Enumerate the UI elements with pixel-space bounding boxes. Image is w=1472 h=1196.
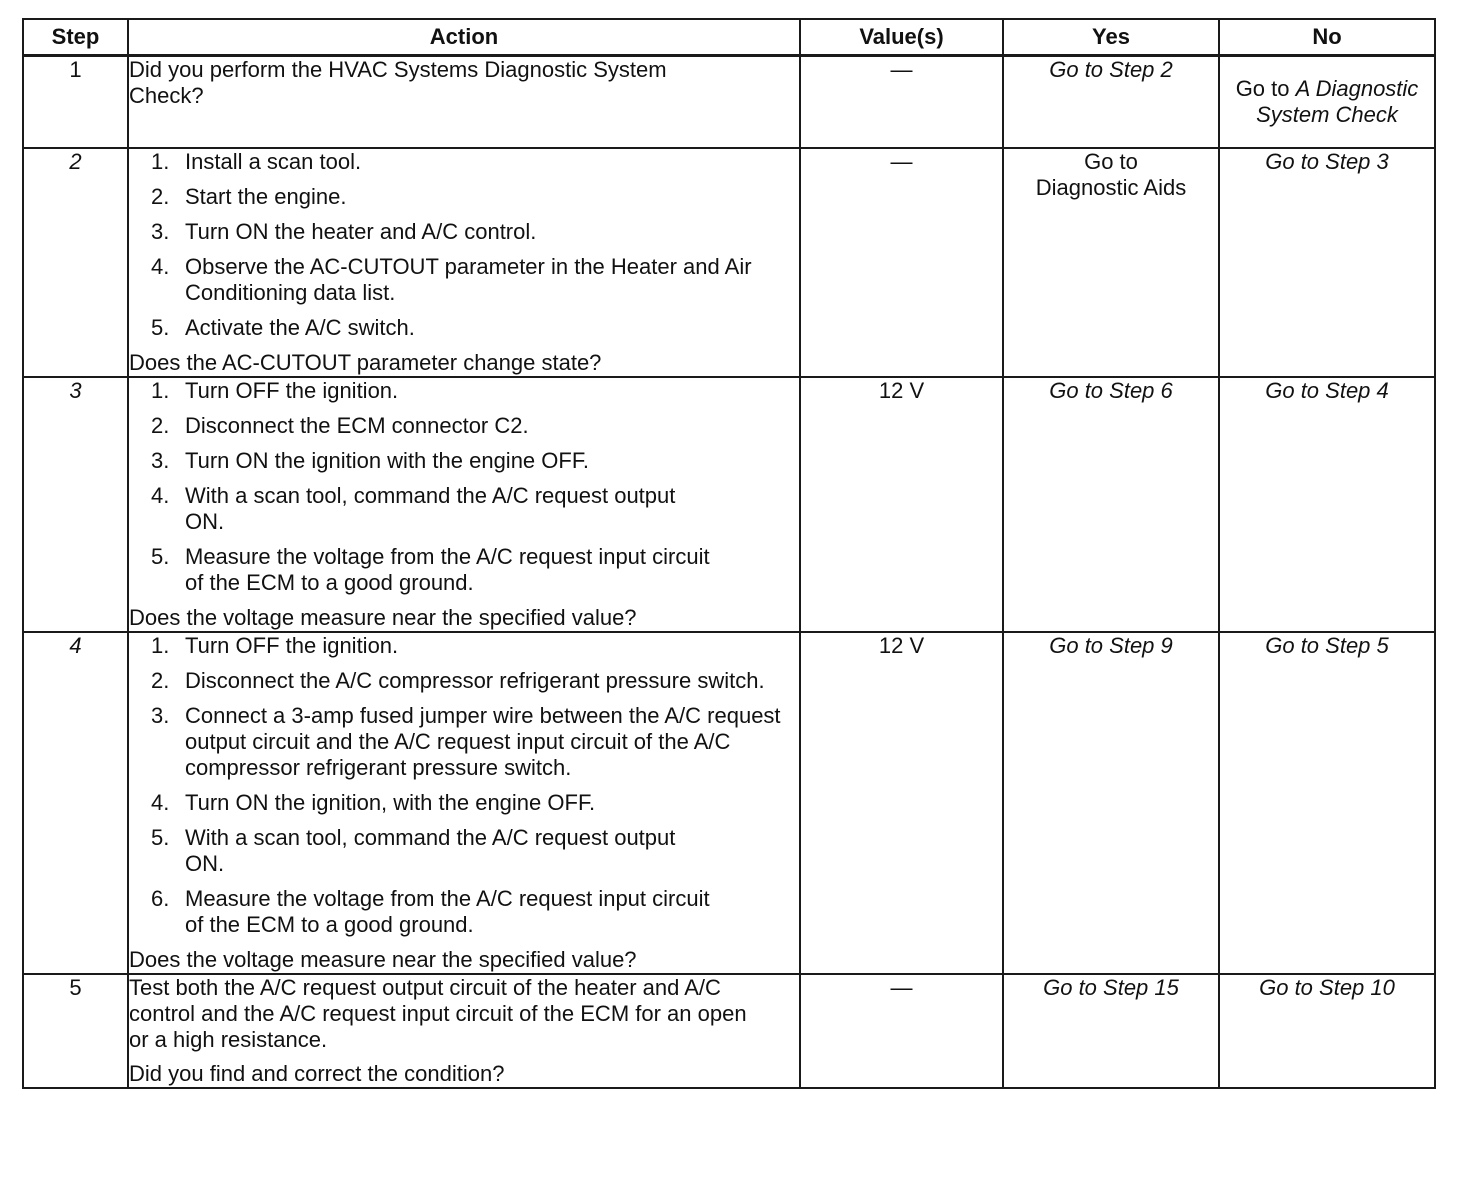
no-cell[interactable]: Go to Step 4 [1219,377,1435,632]
action-step: 4. Turn ON the ignition, with the engine OFF. [151,789,596,815]
action-step: 4. Observe the AC-CUTOUT parameter in the Heater and Air Conditioning data list. [151,253,752,305]
step-number: 5 [23,974,128,1088]
header-values: Value(s) [800,19,1003,56]
action-cell [128,632,800,974]
action-step: 5. Measure the voltage from the A/C request input circuit of the ECM to a good ground. [151,543,710,595]
action-steps-list [129,149,799,341]
table-row-step-5 [23,974,1435,1088]
action-cell [128,377,800,632]
action-cell [128,56,800,148]
value-cell: — [800,148,1003,377]
no-cell[interactable]: Go to Step 5 [1219,632,1435,974]
action-cell [128,148,800,377]
no-link-text[interactable]: A Diagnostic System Check [1256,75,1419,127]
action-step: 5. With a scan tool, command the A/C request output ON. [151,824,676,876]
action-question: Did you find and correct the condition? [129,1060,505,1086]
yes-cell[interactable]: Go to Step 15 [1003,974,1219,1088]
yes-cell[interactable]: Go to Step 2 [1003,56,1219,148]
action-steps-list [129,633,799,938]
action-step: 2. Disconnect the ECM connector C2. [151,412,529,438]
header-row [23,19,1435,56]
action-question: Does the AC-CUTOUT parameter change state? [129,349,602,375]
yes-text-line2[interactable]: Diagnostic Aids [1035,174,1187,200]
yes-text-line1: Go to [1084,148,1138,174]
action-step: 6. Measure the voltage from the A/C request input circuit of the ECM to a good ground. [151,885,710,937]
action-step: 3. Turn ON the heater and A/C control. [151,218,537,244]
action-question: Does the voltage measure near the specified value? [129,946,637,972]
step-number: 2 [23,148,128,377]
header-step: Step [23,19,128,56]
no-cell[interactable]: Go to Step 3 [1219,148,1435,377]
yes-cell[interactable]: Go to Step 9 [1003,632,1219,974]
action-step: 3. Turn ON the ignition with the engine OFF. [151,447,589,473]
value-cell: 12 V [800,632,1003,974]
table-row-step-2 [23,148,1435,377]
value-cell: — [800,974,1003,1088]
action-step: 4. With a scan tool, command the A/C request output ON. [151,482,676,534]
action-cell [128,974,800,1088]
table-row-step-4 [23,632,1435,974]
value-cell: 12 V [800,377,1003,632]
action-step: 1. Turn OFF the ignition. [151,377,399,403]
table-row-step-3 [23,377,1435,632]
no-text-plain: Go to [1235,75,1290,101]
action-step: 3. Connect a 3-amp fused jumper wire between the A/C request output circuit and the A/C request input circuit of the A/C compressor refrigerant pressure switch. [151,702,781,780]
header-action: Action [128,19,800,56]
action-step: 2. Disconnect the A/C compressor refrigerant pressure switch. [151,667,765,693]
yes-cell[interactable]: Go to Step 6 [1003,377,1219,632]
no-cell[interactable] [1219,56,1435,148]
value-cell: — [800,56,1003,148]
no-cell[interactable]: Go to Step 10 [1219,974,1435,1088]
action-question: Does the voltage measure near the specified value? [129,604,637,630]
action-instruction: Test both the A/C request output circuit of the heater and A/C control and the A/C request input circuit of the ECM for an open or a high resistance. [129,974,747,1052]
step-number: 1 [23,56,128,148]
action-step: 5. Activate the A/C switch. [151,314,415,340]
action-step: 1. Turn OFF the ignition. [151,632,399,658]
table-row-step-1 [23,56,1435,148]
yes-cell[interactable] [1003,148,1219,377]
header-yes: Yes [1003,19,1219,56]
header-no: No [1219,19,1435,56]
action-step: 2. Start the engine. [151,183,347,209]
step-number: 3 [23,377,128,632]
action-question: Did you perform the HVAC Systems Diagnostic System Check? [129,57,667,108]
diagnostic-table [22,18,1436,1089]
action-step: 1. Install a scan tool. [151,148,362,174]
step-number: 4 [23,632,128,974]
action-steps-list [129,378,799,596]
